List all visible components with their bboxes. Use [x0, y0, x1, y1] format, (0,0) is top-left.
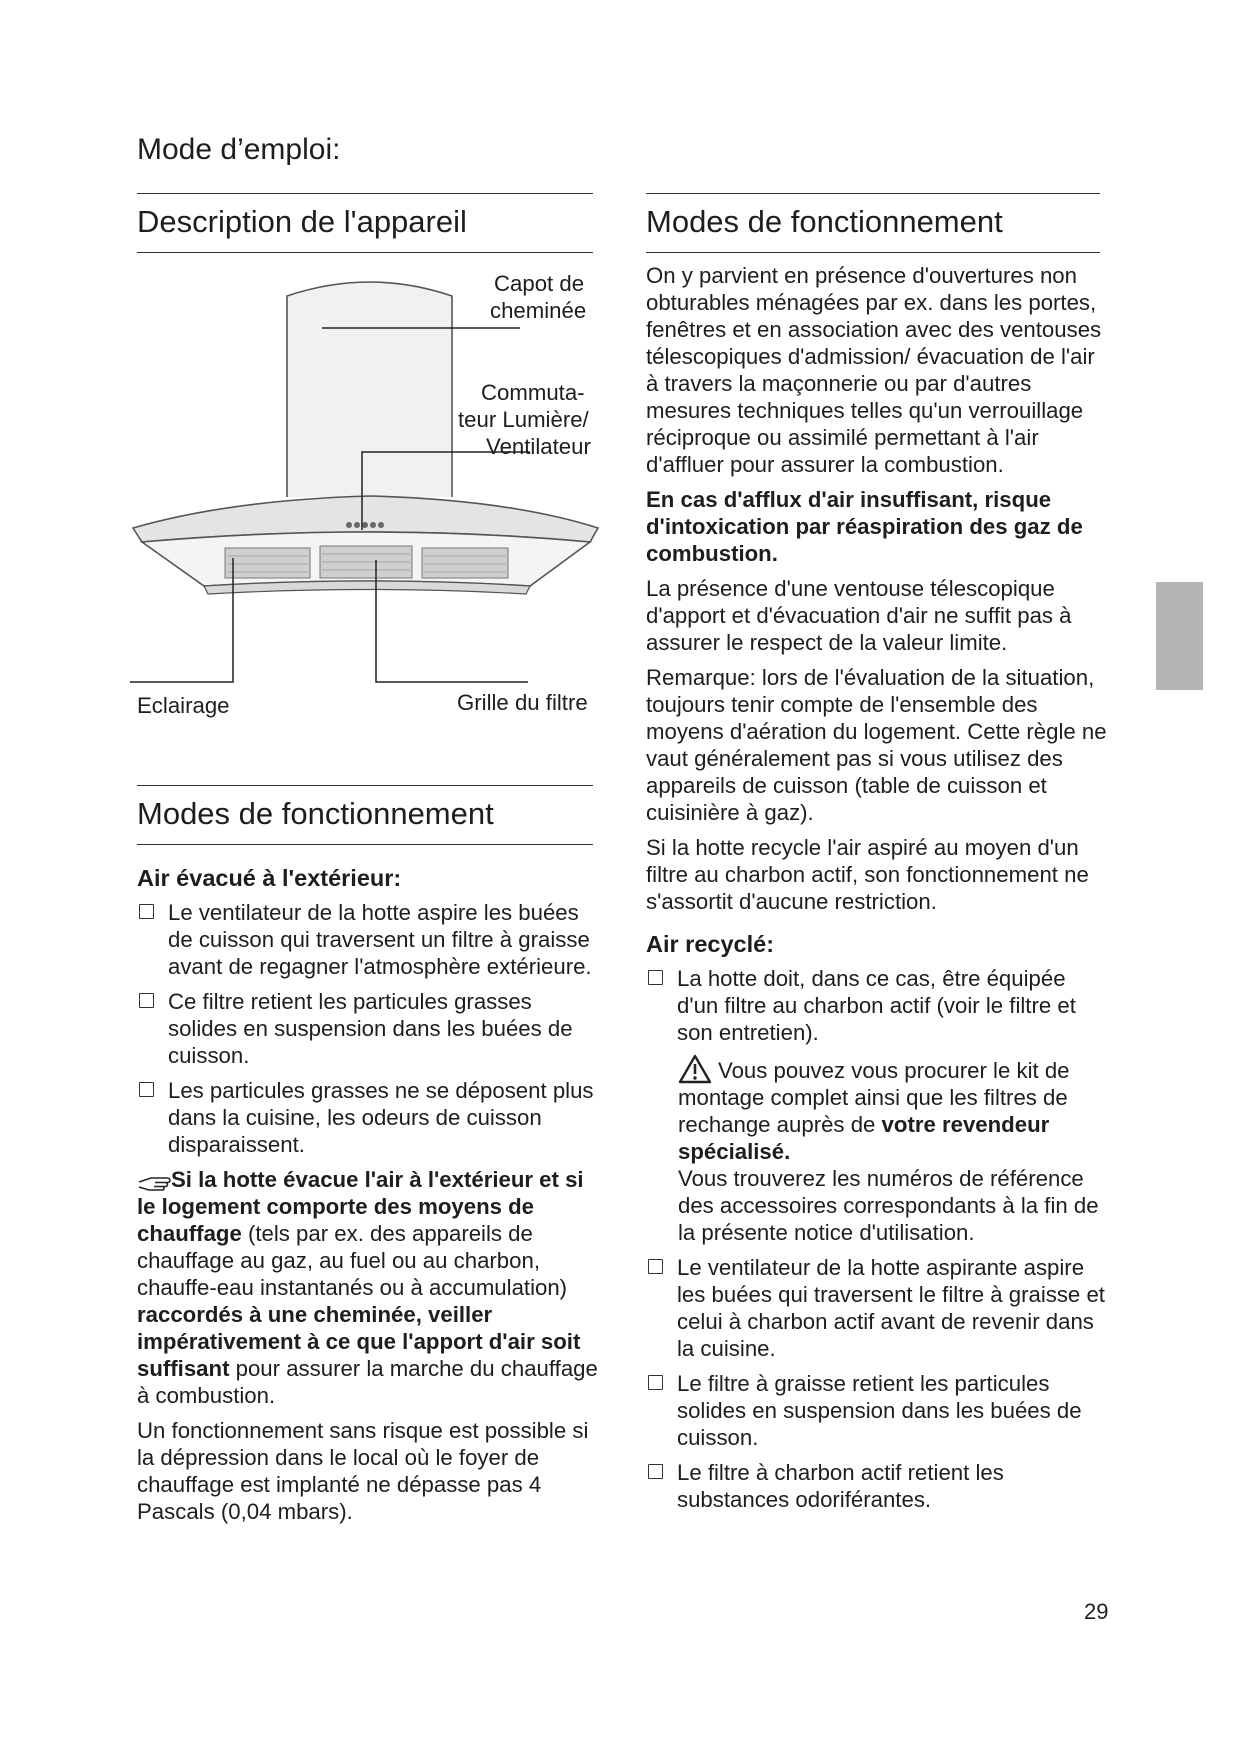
intoxication-warning: En cas d'afflux d'air insuffisant, risque d'intoxication par réaspiration des gaz de combustion.	[646, 487, 1083, 566]
label-capot-line2: cheminée	[490, 298, 587, 323]
filter-grille-left	[225, 548, 310, 578]
label-capot-line1: Capot de	[494, 271, 585, 296]
chimney-cover-shape	[287, 282, 452, 497]
checkbox-square-icon	[648, 1464, 663, 1479]
left-column-text	[137, 863, 599, 1533]
right-column-text	[646, 262, 1108, 1521]
note-bold-1: Si la hotte évacue l'air à l'extérieur et si le logement comporte des moyens de chauffage	[137, 1167, 584, 1246]
pointing-hand-icon	[137, 1173, 171, 1191]
ventouse-paragraph: La présence d'une ventouse télescopique d'apport et d'évacuation d'air ne suffit pas à assurer le respect de la valeur limite.	[646, 576, 1072, 655]
list-item	[137, 899, 599, 980]
list-item-text: Le ventilateur de la hotte aspirante aspire les buées qui traversent le filtre à graisse et celui à charbon actif avant de revenir dans la cuisine.	[677, 1255, 1105, 1361]
filter-grille-right	[422, 548, 508, 578]
chauffage-note	[137, 1166, 599, 1409]
list-item-text: Ce filtre retient les particules grasses solides en suspension dans les buées de cuisson.	[168, 989, 573, 1068]
list-item-text: Le filtre à graisse retient les particules solides en suspension dans les buées de cuisson.	[677, 1371, 1082, 1450]
warning-triangle-icon	[678, 1054, 712, 1084]
label-commut-line2: teur Lumière/	[458, 407, 589, 432]
modes-heading-right: Modes de fonctionnement	[646, 193, 1100, 253]
checkbox-square-icon	[648, 1375, 663, 1390]
note-bold-2: raccordés à une cheminée, veiller impérativement à ce que l'apport d'air soit suffisant	[137, 1302, 581, 1381]
checkbox-square-icon	[139, 993, 154, 1008]
page-number: 29	[1084, 1599, 1109, 1624]
pressure-paragraph: Un fonctionnement sans risque est possible si la dépression dans le local où le foyer de chauffage est implanté ne dépasse pas 4 Pascals (0,04 mbars).	[137, 1418, 589, 1524]
reference-text: Vous trouverez les numéros de référence des accessoires correspondants à la fin de la présente notice d'utilisation.	[678, 1166, 1099, 1245]
list-item	[137, 1077, 599, 1158]
label-grille: Grille du filtre	[457, 690, 588, 715]
remarque-paragraph: Remarque: lors de l'évaluation de la situation, toujours tenir compte de l'ensemble des moyens d'aération du logement. Cette règle ne vaut généralement pas si vous utilisez des appareils de cuisson (table de cuisson et cuisinière à gaz).	[646, 665, 1107, 825]
list-item	[646, 965, 1108, 1046]
list-item-text: La hotte doit, dans ce cas, être équipée d'un filtre au charbon actif (voir le filtre et son entretien).	[677, 966, 1076, 1045]
air-evacue-heading: Air évacué à l'extérieur:	[137, 865, 402, 891]
list-item	[646, 1254, 1108, 1362]
label-eclairage: Eclairage	[137, 693, 230, 718]
list-item	[137, 988, 599, 1069]
list-item-text: Le filtre à charbon actif retient les substances odoriférantes.	[677, 1460, 1004, 1512]
air-recycle-heading: Air recyclé:	[646, 931, 775, 957]
description-heading: Description de l'appareil	[137, 193, 593, 253]
label-commut-line1: Commuta-	[481, 380, 585, 405]
label-commut-line3: Ventilateur	[486, 434, 591, 459]
kit-notice	[678, 1054, 1108, 1246]
list-item	[646, 1459, 1108, 1513]
ventilation-paragraph: On y parvient en présence d'ouvertures non obturables ménagées par ex. dans les portes, fenêtres et en association avec des ventouses télescopiques d'admission/ évacuation de l'air à travers la maçonnerie ou par d'autres mesures techniques telles qu'un verrouillage réciproque ou assimilé permettant à l'air d'affluer pour assurer la combustion.	[646, 263, 1102, 477]
list-item-text: Les particules grasses ne se déposent plus dans la cuisine, les odeurs de cuisson disparaissent.	[168, 1078, 594, 1157]
note-text-1: (tels par ex. des appareils de chauffage au gaz, au fuel ou au charbon, chauffe-eau instantanés ou à accumulation)	[137, 1221, 568, 1300]
checkbox-square-icon	[139, 904, 154, 919]
checkbox-square-icon	[648, 1259, 663, 1274]
recyclage-paragraph: Si la hotte recycle l'air aspiré au moyen d'un filtre au charbon actif, son fonctionnement ne s'assortit d'aucune restriction.	[646, 835, 1089, 914]
page-title: Mode d’emploi:	[137, 133, 341, 166]
checkbox-square-icon	[139, 1082, 154, 1097]
checkbox-square-icon	[648, 970, 663, 985]
kit-notice-bold: votre revendeur spécialisé.	[678, 1112, 1050, 1164]
list-item	[646, 1370, 1108, 1451]
side-tab-marker	[1156, 582, 1203, 690]
hood-diagram	[130, 260, 600, 700]
note-text-2: pour assurer la marche du chauffage à combustion.	[137, 1356, 598, 1408]
list-item-text: Le ventilateur de la hotte aspire les buées de cuisson qui traversent un filtre à graisse avant de regagner l'atmosphère extérieure.	[168, 900, 592, 979]
kit-notice-text: Vous pouvez vous procurer le kit de montage complet ainsi que les filtres de rechange auprès de	[678, 1058, 1070, 1137]
canopy-lip-shape	[204, 581, 530, 594]
modes-heading-left: Modes de fonctionnement	[137, 785, 593, 845]
